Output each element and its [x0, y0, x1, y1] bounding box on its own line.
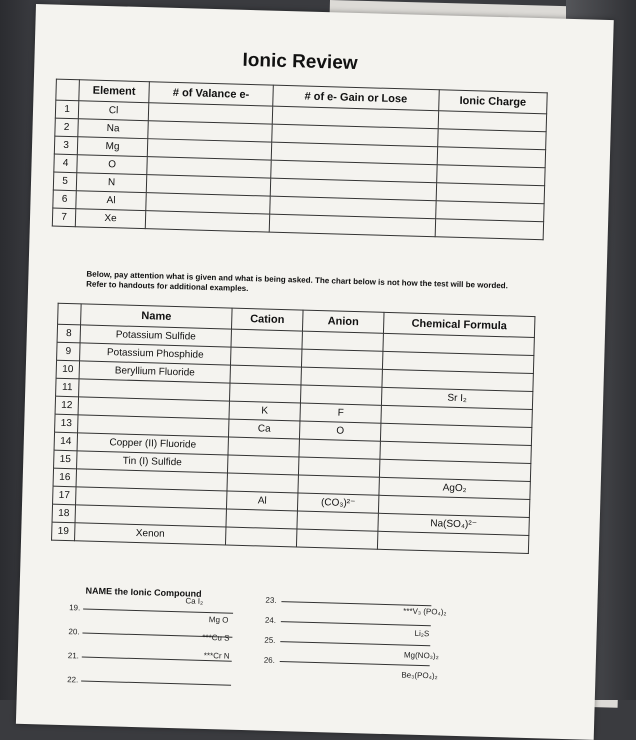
- anion-cell[interactable]: (CO₃)²⁻: [297, 493, 378, 513]
- name-cell[interactable]: Tin (I) Sulfide: [77, 451, 228, 473]
- row-number: 7: [52, 208, 75, 227]
- formula-cell[interactable]: Sr I₂: [381, 387, 532, 409]
- cation-cell[interactable]: [225, 527, 296, 547]
- anion-cell[interactable]: [297, 511, 378, 531]
- element-cell: Mg: [77, 137, 148, 157]
- name-cell[interactable]: Potassium Sulfide: [80, 325, 231, 347]
- given-formula: ***Cu S: [202, 632, 230, 643]
- cation-cell[interactable]: Ca: [228, 419, 299, 439]
- cation-cell[interactable]: [229, 383, 300, 403]
- row-number: 1: [55, 100, 78, 119]
- anion-cell[interactable]: [300, 385, 381, 405]
- answer-line[interactable]: [281, 621, 431, 626]
- answer-cell[interactable]: [435, 219, 544, 240]
- row-number: 16: [53, 468, 76, 487]
- cation-cell[interactable]: [230, 347, 301, 367]
- header-anion: Anion: [302, 310, 384, 333]
- row-number: 13: [55, 414, 78, 433]
- cation-cell[interactable]: [228, 437, 299, 457]
- header-valence: # of Valance e-: [149, 82, 273, 106]
- element-cell: Na: [78, 119, 149, 139]
- question-number: 22.: [67, 675, 79, 685]
- element-cell: O: [77, 155, 148, 175]
- question-number: 23.: [265, 595, 277, 605]
- anion-cell[interactable]: [299, 439, 380, 459]
- formula-cell[interactable]: Na(SO₄)²⁻: [378, 513, 529, 535]
- question-number: 21.: [67, 651, 80, 661]
- question-number: 24.: [264, 615, 277, 625]
- header-cation: Cation: [231, 308, 303, 331]
- compound-table: [51, 303, 535, 554]
- name-cell[interactable]: Beryllium Fluoride: [79, 361, 230, 383]
- worksheet-paper: [16, 4, 614, 740]
- given-formula: ***Cr N: [203, 650, 230, 661]
- name-cell[interactable]: Potassium Phosphide: [80, 343, 231, 365]
- question-number: 19.: [69, 603, 81, 613]
- given-formula: Mg(NO₃)₂: [403, 650, 439, 661]
- given-formula: Li₂S: [414, 628, 430, 639]
- anion-cell[interactable]: [298, 475, 379, 495]
- name-cell[interactable]: Copper (II) Fluoride: [77, 433, 228, 455]
- row-number: 4: [54, 154, 77, 173]
- answer-line[interactable]: [81, 681, 231, 686]
- header-name: Name: [81, 304, 233, 329]
- row-number: 5: [53, 172, 76, 191]
- answer-cell[interactable]: [269, 214, 435, 237]
- worksheet-title: Ionic Review: [242, 49, 358, 74]
- anion-cell[interactable]: O: [299, 421, 380, 441]
- cation-cell[interactable]: [227, 473, 298, 493]
- element-cell: Cl: [78, 101, 149, 121]
- header-element: Element: [79, 80, 150, 103]
- row-number: 15: [54, 450, 77, 469]
- cation-cell[interactable]: [230, 365, 301, 385]
- anion-cell[interactable]: [302, 331, 383, 351]
- answer-line[interactable]: [83, 609, 233, 614]
- anion-cell[interactable]: F: [300, 403, 381, 423]
- anion-cell[interactable]: [298, 457, 379, 477]
- answer-line[interactable]: [280, 641, 430, 646]
- formula-cell[interactable]: AgO₂: [379, 477, 530, 499]
- row-number: 12: [55, 396, 78, 415]
- header-ionic-charge: Ionic Charge: [438, 90, 547, 114]
- element-cell: Xe: [75, 209, 146, 229]
- row-number-header: [58, 303, 82, 325]
- row-number: 18: [52, 504, 75, 523]
- row-number: 17: [53, 486, 76, 505]
- cation-cell[interactable]: [231, 329, 302, 349]
- question-number: 25.: [264, 635, 276, 645]
- row-number: 3: [54, 136, 77, 155]
- row-number: 9: [57, 342, 80, 361]
- name-compound-heading: NAME the Ionic Compound: [85, 585, 202, 599]
- element-table: [52, 79, 548, 241]
- instructions-note: Below, pay attention what is given and what is being asked. The chart below is not how the test will be worded. Refer to handouts for additional examples.: [86, 269, 508, 294]
- row-number: 19: [52, 522, 75, 541]
- name-cell[interactable]: Xenon: [75, 523, 226, 545]
- anion-cell[interactable]: [301, 349, 382, 369]
- row-number: 8: [57, 324, 80, 343]
- element-cell: Al: [76, 191, 147, 211]
- header-chemical-formula: Chemical Formula: [383, 312, 535, 337]
- question-number: 26.: [263, 655, 276, 665]
- anion-cell[interactable]: [296, 529, 377, 549]
- answer-cell[interactable]: [145, 211, 269, 232]
- row-number-header: [56, 79, 80, 101]
- row-number: 11: [56, 378, 79, 397]
- row-number: 2: [55, 118, 78, 137]
- cation-cell[interactable]: Al: [226, 491, 297, 511]
- answer-line[interactable]: [281, 601, 431, 606]
- cation-cell[interactable]: K: [229, 401, 300, 421]
- element-cell: N: [76, 173, 147, 193]
- row-number: 6: [53, 190, 76, 209]
- given-formula: Ca I₂: [185, 596, 204, 606]
- formula-cell[interactable]: [377, 531, 528, 553]
- answer-line[interactable]: [280, 661, 430, 666]
- header-gain-lose: # of e- Gain or Lose: [273, 85, 439, 111]
- cation-cell[interactable]: [227, 455, 298, 475]
- given-formula: Be₃(PO₄)₂: [401, 670, 438, 681]
- anion-cell[interactable]: [301, 367, 382, 387]
- question-number: 20.: [68, 627, 80, 637]
- cation-cell[interactable]: [226, 509, 297, 529]
- row-number: 14: [54, 432, 77, 451]
- given-formula: ***V₃ (PO₄)₂: [403, 606, 447, 617]
- given-formula: Mg O: [208, 615, 229, 625]
- row-number: 10: [56, 360, 79, 379]
